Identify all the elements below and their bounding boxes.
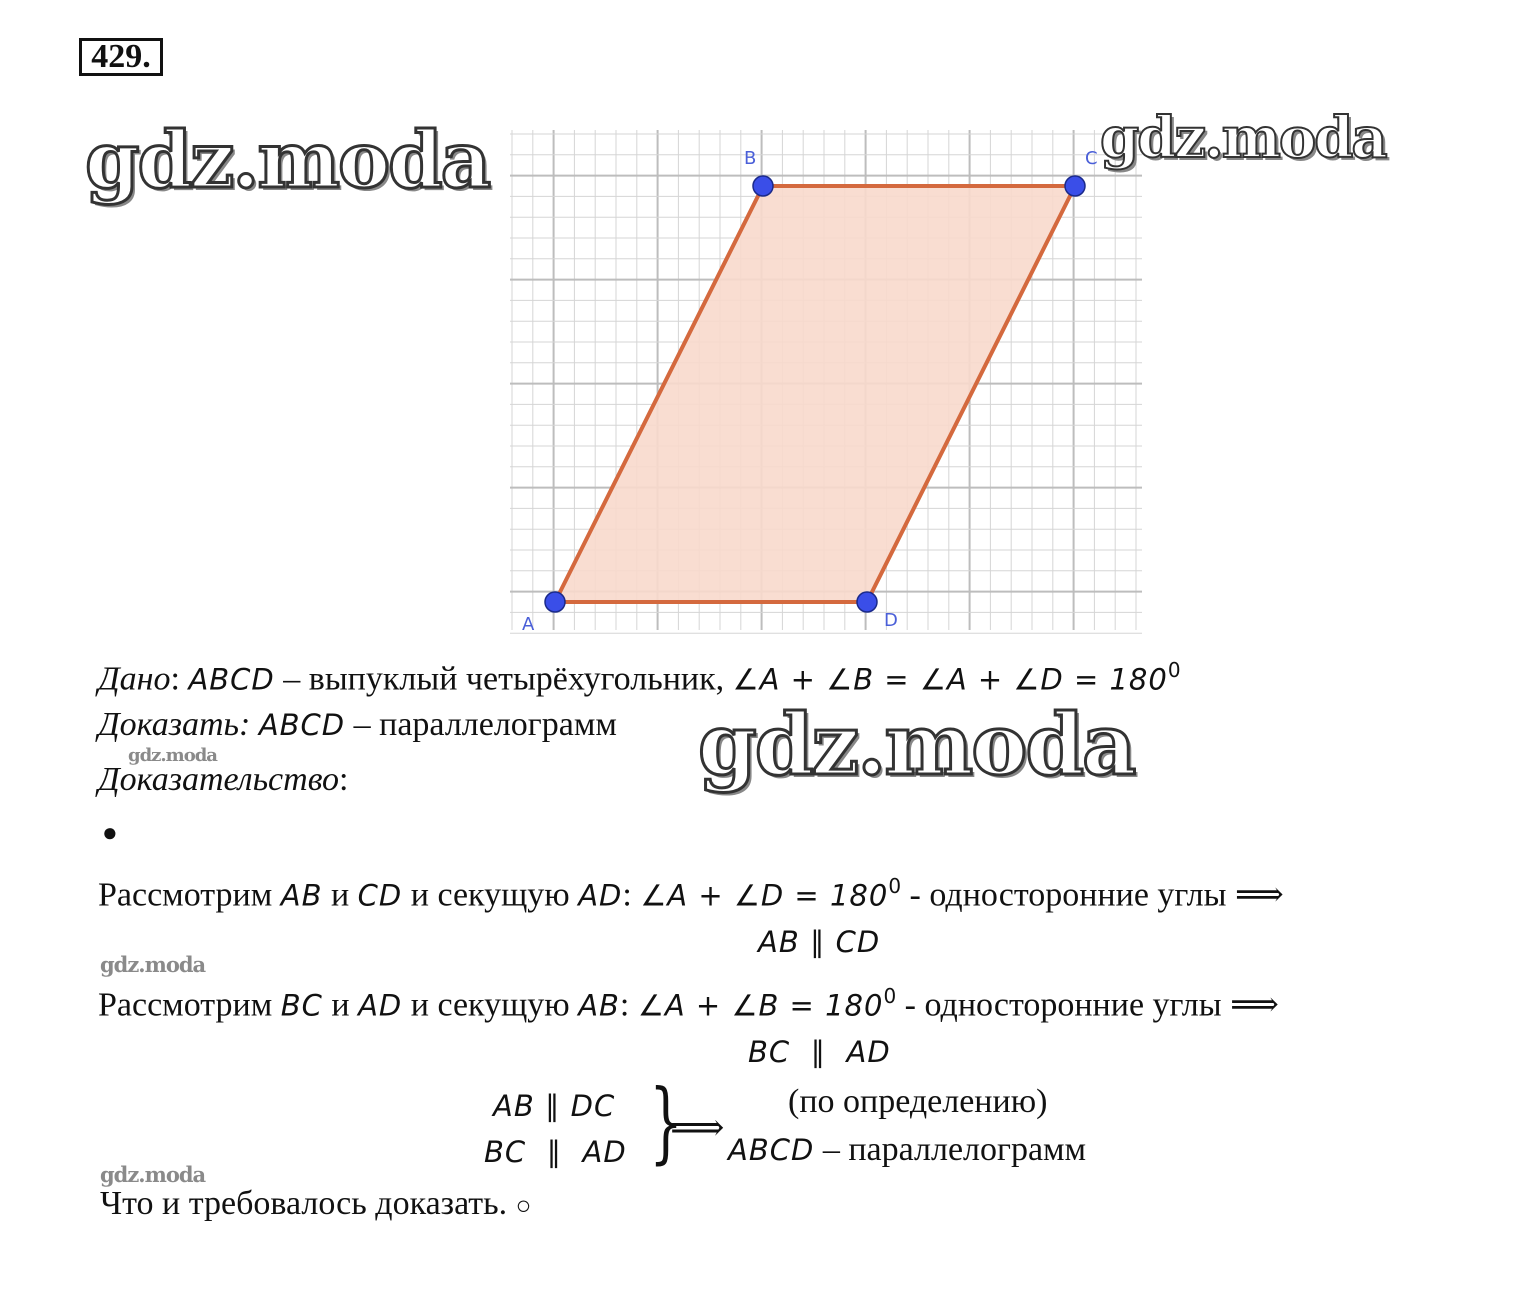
conclusion-result: ABCD – параллелограмм (728, 1131, 1087, 1168)
step2-line: Рассмотрим BC и AD и секущую AB: ∠A + ∠B = $180^0$ - односторонние углы ⟹ (98, 984, 1279, 1024)
watermark-large: gdz.moda (698, 695, 1135, 794)
proof-label: Доказательство: (98, 761, 349, 798)
vertex-a (545, 592, 565, 612)
given-line: Дано: ABCD – выпуклый четырёхугольник, ∠A + ∠B = ∠A + ∠D = $180^0$ (98, 658, 1181, 698)
conclusion-line2: BC ∥ AD (484, 1135, 627, 1169)
brace: } (649, 1070, 683, 1173)
label-c: C (1085, 148, 1098, 169)
watermark-small: gdz.moda (128, 745, 217, 766)
step1-result: AB ∥ CD (758, 925, 881, 959)
watermark-large: gdz.moda (85, 115, 490, 206)
parallelogram-fill (555, 186, 1075, 602)
watermark-small: gdz.moda (100, 952, 206, 977)
label-a: A (522, 614, 535, 635)
step1-line: Рассмотрим AB и CD и секущую AD: ∠A + ∠D = $180^0$ - односторонние углы ⟹ (98, 874, 1284, 914)
label-b: B (744, 148, 757, 169)
vertex-d (857, 592, 877, 612)
problem-number: 429. (79, 38, 163, 76)
definition-note: (по определению) (788, 1083, 1048, 1120)
parallelogram-figure (510, 130, 1145, 635)
label-d: D (884, 610, 898, 631)
prove-line: Доказать: ABCD – параллелограмм (98, 706, 617, 743)
conclusion-line1: AB ∥ DC (493, 1089, 616, 1123)
end-line: Что и требовалось доказать. ○ (100, 1185, 532, 1222)
vertex-b (753, 176, 773, 196)
watermark-large: gdz.moda (1100, 105, 1386, 171)
implies-arrow: ⟹ (670, 1107, 725, 1149)
vertex-c (1065, 176, 1085, 196)
step2-result: BC ∥ AD (748, 1035, 891, 1069)
watermark-small: gdz.moda (100, 1162, 206, 1187)
bullet: ● (102, 818, 118, 847)
